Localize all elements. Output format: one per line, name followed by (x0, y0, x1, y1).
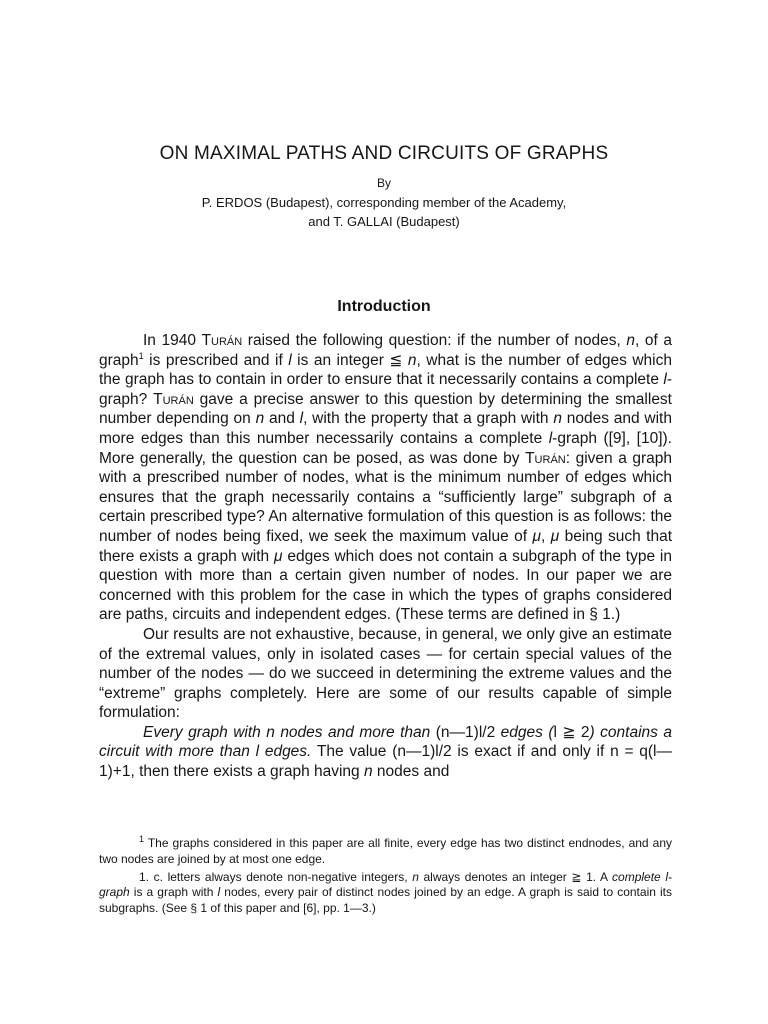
math-var: l (299, 410, 304, 428)
text-run: being such that there exists a graph with (99, 527, 672, 565)
text-run: is an integer ≦ (291, 351, 408, 369)
text-run: In 1940 (143, 332, 202, 349)
text-run: and (264, 410, 300, 428)
byline: By (376, 176, 391, 190)
text-run: -graph? (99, 371, 672, 408)
math-var: n (407, 351, 417, 369)
text-run: -graph ([9], [10]). More generally, the question can be posed, as was done by (99, 429, 672, 467)
text-run: The value (311, 743, 393, 761)
section-heading: Introduction (337, 298, 431, 315)
text-run: , with the property that a graph with (303, 410, 554, 428)
text-run: raised the following question: if the number of nodes, (242, 332, 627, 349)
text-run: : given a graph with a prescribed number of nodes, what is the minimum number of edges which ensures that the graph necessarily contains a “sufficiently large” subgraph of a certain prescribed type? An alternative formulation of this question is as follows: the number of nodes being fixed, we seek the maximum value of (99, 449, 672, 545)
author-line-2: and T. GALLAI (Budapest) (308, 214, 460, 229)
math-expr: n = q(l—1)+1 (99, 743, 673, 781)
text-run: , what is the number of edges which the graph has to contain in order to ensure that it necessarily contains a complete (99, 351, 672, 389)
footnote-text: 1. c. letters always denote non-negative integers, (139, 869, 413, 884)
math-expr: l ≧ 2 (553, 723, 590, 741)
math-var: l (217, 885, 221, 900)
footnote-text: nodes, every pair of distinct nodes joined by an edge. A graph is said to contain its subgraphs. (See § 1 of this paper and [6], pp. 1—3.) (99, 885, 672, 916)
author-line-1: P. ERDOS (Budapest), corresponding member of the Academy, (201, 195, 567, 210)
footnote-1 (99, 836, 672, 868)
paragraph-3 (99, 723, 672, 782)
text-run: gave a precise answer to this question by determining the smallest number depending on (99, 390, 672, 428)
math-var: n (553, 410, 562, 428)
theorem-text: edges ( (495, 723, 554, 741)
text-run: is prescribed and if (143, 351, 289, 369)
text-run: is exact if and only if (451, 743, 611, 761)
math-expr: (n—1)l/2 (435, 723, 496, 741)
math-var: μ (532, 527, 541, 545)
author-name: Turán (153, 390, 194, 408)
math-var: μ (274, 547, 283, 565)
text-run: nodes and (372, 763, 450, 781)
theorem-text: Every graph with n nodes and more than (143, 723, 436, 741)
paragraph-2: Our results are not exhaustive, because, in general, we only give an estimate of the extremal values, only in isolated cases — for certain special values of the number of the nodes — do we succeed in determining the extreme values and the “extreme” graphs completely. Here are some of our results capable of simple formulation: (99, 625, 673, 722)
text-run: , (541, 527, 551, 545)
footnote-text: is a graph with (129, 885, 218, 900)
math-var: n (363, 763, 373, 781)
math-var: l (288, 351, 292, 369)
paper-title: ON MAXIMAL PATHS AND CIRCUITS OF GRAPHS (159, 143, 609, 164)
author-block (0, 193, 768, 231)
math-var: μ (550, 527, 560, 545)
math-var: n (412, 869, 419, 884)
footnote-text: The graphs considered in this paper are all finite, every edge has two distinct endnodes, and any two nodes are joined by at most one edge. (99, 836, 672, 866)
text-run: , of a graph (99, 332, 672, 369)
footnote-2 (99, 870, 672, 917)
defined-term: complete l-graph (99, 869, 673, 900)
footnote-text: always denotes an integer ≧ 1. A (418, 869, 613, 884)
math-var: l (548, 429, 553, 447)
paragraph-1 (99, 331, 672, 625)
footnote-mark: 1 (139, 834, 145, 844)
text-run: , then there exists a graph having (130, 763, 364, 781)
math-var: l (663, 371, 667, 389)
footnote-ref: 1 (138, 350, 144, 361)
author-name: Turán (525, 449, 566, 467)
body-text (99, 331, 672, 782)
math-var: n (255, 410, 265, 428)
text-run: nodes and with more edges than this number necessarily contains a complete (99, 410, 672, 447)
math-expr: (n—1)l/2 (392, 743, 452, 761)
math-var: n (626, 332, 635, 349)
author-name: Turán (201, 332, 243, 349)
footnotes (99, 836, 672, 919)
theorem-text: ) contains a circuit with more than l edges. (99, 723, 672, 761)
text-run: edges which does not contain a subgraph of the type in question with more than a certain given number of nodes. In our paper we are concerned with this problem for the case in which the types of graphs considered are paths, circuits and independent edges. (These terms are defined in § 1.) (99, 547, 672, 624)
